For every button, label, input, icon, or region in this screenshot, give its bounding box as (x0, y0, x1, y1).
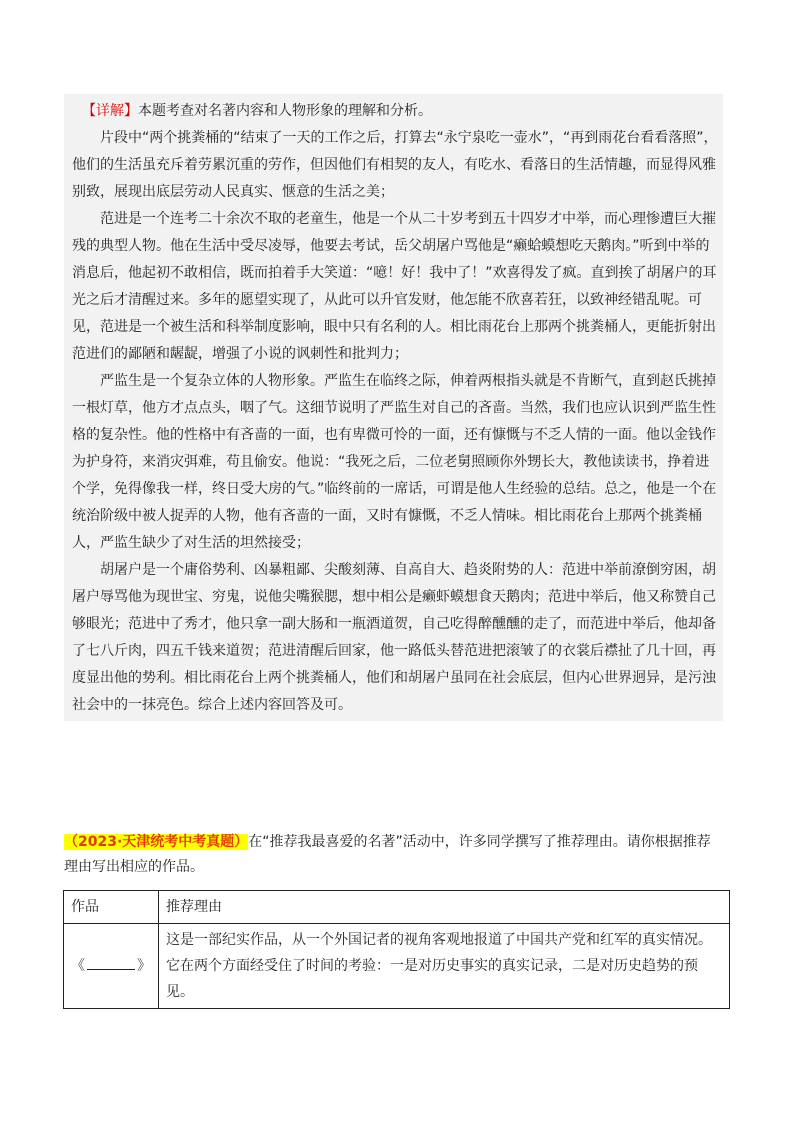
header-work: 作品 (64, 891, 159, 924)
question-prompt: 在“推荐我最喜爱的名著”活动中，许多同学撰写了推荐理由。请你根据推荐理由写出相应的作品。 (64, 834, 711, 875)
recommendation-table (63, 890, 730, 1009)
table-header-row (64, 891, 730, 924)
close-bracket: 》 (137, 958, 151, 974)
analysis-paragraph-1: 片段中“两个挑粪桶的“结束了一天的工作之后，打算去“永宁泉吃一壶水”，“再到雨花台看看落照”，他们的生活虽充斥着劳累沉重的劳作，但因他们有相契的友人，有吃水、看落日的生活情趣，而显得风雅别致，展现出底层劳动人民真实、惬意的生活之美； (72, 130, 718, 200)
analysis-tag: 【详解】 (82, 103, 138, 119)
analysis-block (64, 94, 723, 721)
question-block (64, 830, 723, 880)
header-reason: 推荐理由 (159, 891, 730, 924)
work-answer-blank[interactable] (87, 953, 135, 970)
analysis-intro-text: 本题考查对名著内容和人物形象的理解和分析。 (138, 103, 432, 119)
open-bracket: 《 (71, 958, 85, 974)
analysis-intro (72, 98, 721, 125)
analysis-paragraph-4: 胡屠户是一个庸俗势利、凶暴粗鄙、尖酸刻薄、自高自大、趋炎附势的人：范进中举前潦倒穷困，胡屠户辱骂他为现世宝、穷鬼，说他尖嘴猴腮，想中相公是癞虾蟆想食天鹅肉；范进中举后，他又称赞自己够眼光；范进中了秀才，他只拿一副大肠和一瓶酒道贺，自己吃得醉醺醺的走了，而范进中举后，他却备了七八斤肉，四五千钱来道贺；范进清醒后回家，他一路低头替范进把滚皱了的衣裳后襟扯了几十回，再度显出他的势利。相比雨花台上两个挑粪桶人，他们和胡屠户虽同在社会底层，但内心世界迥异，是污浊社会中的一抹亮色。综合上述内容回答及可。 (72, 562, 716, 713)
work-answer-cell (64, 924, 159, 1009)
question-source-tag: （2023·天津统考中考真题） (64, 834, 249, 850)
analysis-paragraph-2: 范进是一个连考二十余次不取的老童生，他是一个从二十岁考到五十四岁才中举，而心理惨遭巨大摧残的典型人物。他在生活中受尽凌辱，他要去考试，岳父胡屠户骂他是“癞蛤蟆想吃天鹅肉。”听到中举的消息后，他起初不敢相信，既而拍着手大笑道：“噫！好！我中了！”欢喜得发了疯。直到挨了胡屠户的耳光之后才清醒过来。多年的愿望实现了，从此可以升官发财，他怎能不欣喜若狂，以致神经错乱呢。可见，范进是一个被生活和科举制度影响，眼中只有名利的人。相比雨花台上那两个挑粪桶人，更能折射出范进们的鄙陋和龌龊，增强了小说的讽刺性和批判力； (72, 211, 717, 362)
question-text (64, 830, 723, 880)
analysis-paragraph-3: 严监生是一个复杂立体的人物形象。严监生在临终之际，伸着两根指头就是不肯断气，直到赵氏挑掉一根灯草，他方才点点头，咽了气。这细节说明了严监生对自己的吝啬。当然，我们也应认识到严监生性格的复杂性。他的性格中有吝啬的一面，也有卑微可怜的一面，还有慷慨与不乏人情的一面。他以金钱作为护身符，来消灾弭难，苟且偷安。他说：“我死之后，二位老舅照顾你外甥长大，教他读读书，挣着进个学，免得像我一样，终日受大房的气。”临终前的一席话，可谓是他人生经验的总结。总之，他是一个在统治阶级中被人捉弄的人物，他有吝啬的一面，又时有慷慨，不乏人情味。相比雨花台上那两个挑粪桶人，严监生缺少了对生活的坦然接受； (72, 373, 717, 551)
table-row (64, 924, 730, 1009)
reason-cell: 这是一部纪实作品，从一个外国记者的视角客观地报道了中国共产党和红军的真实情况。它在两个方面经受住了时间的考验：一是对历史事实的真实记录，二是对历史趋势的预见。 (159, 924, 730, 1009)
